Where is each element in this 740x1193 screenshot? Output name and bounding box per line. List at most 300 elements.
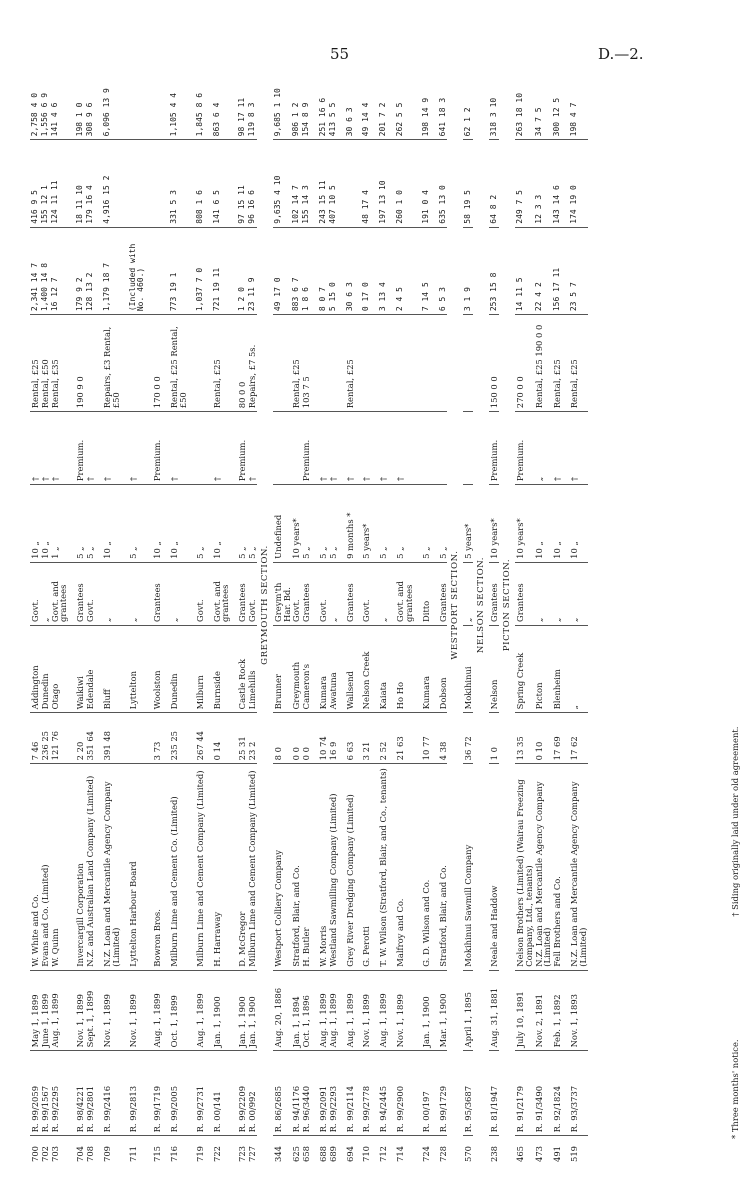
cell-payment-type (273, 412, 292, 485)
cell-payment-type: † (311, 412, 328, 485)
cell-rental: Rental, £25 (562, 315, 588, 412)
cell-total: 62 1 2 (463, 45, 473, 140)
cell-grantee: Milburn Lime and Cement Company (Limited) (247, 764, 257, 970)
cell-cost-2: 179 16 4 (85, 140, 95, 227)
cell-cost-2: 174 19 0 (562, 140, 588, 227)
rows-group-otago (30, 45, 257, 1165)
cell-cost-1: 773 19 1 (162, 227, 188, 314)
table-row (247, 45, 257, 1165)
cell-total: 198 14 9 (414, 45, 431, 140)
cell-area: 0 0 (291, 713, 301, 764)
cell-cost-2: 97 15 11 (230, 140, 247, 227)
cell-term: 10 „ (162, 485, 188, 563)
cell-file-ref: R. 00/141 (205, 1051, 231, 1136)
cell-payment-type: † (85, 412, 95, 485)
table-row (50, 45, 69, 1165)
cell-payment-type (414, 412, 431, 485)
cell-locality: Lyttelton (121, 625, 146, 712)
cell-entry-no: 344 (272, 1146, 283, 1162)
cell-cost-1: 179 9 2 (68, 227, 85, 314)
cell-area: 23 2 (247, 713, 257, 764)
cell-area: 6 63 (338, 713, 355, 764)
cell-held-by: Govt. and grantees (50, 562, 69, 625)
table-row (145, 45, 162, 1165)
cell-entry-no: 711 (127, 1146, 138, 1162)
cell-area: 17 62 (562, 713, 588, 764)
cell-grantee: Grey River Dredging Company (Limited) (338, 764, 355, 970)
cell-total: 318 3 10 (489, 45, 499, 140)
cell-area: 2 52 (371, 713, 388, 764)
cell-grantee: D. McGregor (230, 764, 247, 970)
cell-payment-type: † (562, 412, 588, 485)
cell-held-by: Govt. (311, 562, 328, 625)
table-row (371, 45, 388, 1165)
cell-held-by: „ (552, 562, 562, 625)
cell-file-ref: R. 91/3490 (534, 1051, 553, 1136)
cell-locality: Awatuna (328, 625, 338, 712)
cell-area: 121 76 (50, 713, 69, 764)
cell-held-by: Ditto (414, 562, 431, 625)
cell-cost-1: 2,341 14 7 (30, 227, 40, 314)
cell-held-by: Govt. (354, 562, 371, 625)
cell-held-by: Govt. (291, 562, 301, 625)
cell-term: 5 „ (388, 485, 414, 563)
cell-rental: Rental, £25 (30, 315, 40, 412)
cell-locality: Greymouth (291, 625, 301, 712)
cell-rental (371, 315, 388, 412)
cell-cost-1: 49 17 0 (273, 227, 292, 314)
section-heading-greymouth: GREYMOUTH SECTION. (259, 545, 270, 665)
cell-locality: Castle Rock (230, 625, 247, 712)
cell-held-by: Grantees (338, 562, 355, 625)
cell-term: Undefined (273, 485, 292, 563)
cell-rental (388, 315, 414, 412)
cell-cost-2: 407 10 5 (328, 140, 338, 227)
table-row (230, 45, 247, 1165)
cell-date: July 10, 1891 (515, 970, 534, 1051)
document-reference: D.—2. (598, 45, 644, 63)
cell-payment-type: † (95, 412, 121, 485)
cell-payment-type: † (552, 412, 562, 485)
cell-term: 9 months * (338, 485, 355, 563)
cell-total: 641 18 3 (431, 45, 448, 140)
cell-rental (311, 315, 328, 412)
cell-cost-1: 253 15 8 (489, 227, 499, 314)
table-row (328, 45, 338, 1165)
cell-entry-no: 708 (85, 1146, 96, 1162)
cell-term: 5 „ (230, 485, 247, 563)
cell-entry-no: 702 (39, 1146, 50, 1162)
cell-held-by: Grantees (68, 562, 85, 625)
cell-term: 5 „ (414, 485, 431, 563)
cell-term: 5 „ (68, 485, 85, 563)
cell-cost-1: (Included with No. 460.) (121, 227, 146, 314)
cell-locality: Waikiwi (68, 625, 85, 712)
cell-held-by: „ (562, 562, 588, 625)
cell-grantee: Nelson Brothers (Limited) (Wairau Freezing Company, Ltd., tenants) (515, 764, 534, 970)
cell-rental: 80 0 0 (230, 315, 247, 412)
cell-rental (414, 315, 431, 412)
cell-total: 986 1 2 (291, 45, 301, 140)
cell-cost-1: 22 4 2 (534, 227, 553, 314)
cell-area: 3 21 (354, 713, 371, 764)
cell-cost-2: 635 13 0 (431, 140, 448, 227)
cell-held-by: Grantees (515, 562, 534, 625)
table-row (40, 45, 50, 1165)
cell-payment-type: Premium. (230, 412, 247, 485)
cell-total: 262 5 5 (388, 45, 414, 140)
cell-payment-type: † (371, 412, 388, 485)
cell-rental: Repairs, £3 Rental, £50 (95, 315, 121, 412)
cell-entry-no: 658 (301, 1146, 312, 1162)
cell-term: 5 „ (311, 485, 328, 563)
cell-cost-1: 1 8 6 (301, 227, 311, 314)
cell-cost-2 (338, 140, 355, 227)
cell-total: 1,845 8 6 (188, 45, 205, 140)
cell-payment-type (291, 412, 301, 485)
cell-locality: Wallsend (338, 625, 355, 712)
cell-held-by: „ (40, 562, 50, 625)
cell-file-ref: R. 98/4221 (68, 1051, 85, 1136)
cell-grantee: Bowron Bros. (145, 764, 162, 970)
rows-group-greymouth (273, 45, 448, 1165)
cell-rental: 190 9 0 (68, 315, 85, 412)
cell-entry-no: 703 (49, 1146, 60, 1162)
cell-cost-1: 1 2 0 (230, 227, 247, 314)
cell-held-by: „ (534, 562, 553, 625)
cell-cost-2: 143 14 6 (552, 140, 562, 227)
cell-file-ref: R. 00/197 (414, 1051, 431, 1136)
cell-date: April 1, 1895 (463, 970, 473, 1051)
cell-cost-1: 14 11 5 (515, 227, 534, 314)
cell-total: 30 6 3 (338, 45, 355, 140)
cell-locality: Spring Creek (515, 625, 534, 712)
cell-date: Jan. 1, 1900 (205, 970, 231, 1051)
cell-area: 7 46 (30, 713, 40, 764)
table-row (534, 45, 553, 1165)
cell-total: 300 12 5 (552, 45, 562, 140)
cell-cost-2: 9,635 4 10 (273, 140, 292, 227)
cell-rental: 150 0 0 (489, 315, 499, 412)
cell-total: 201 7 2 (371, 45, 388, 140)
cell-date: Aug. 1, 1899 (145, 970, 162, 1051)
cell-rental (328, 315, 338, 412)
cell-held-by: „ (463, 562, 473, 625)
cell-rental (273, 315, 292, 412)
cell-cost-2: 141 6 5 (205, 140, 231, 227)
cell-area: 10 77 (414, 713, 431, 764)
cell-payment-type: Premium. (489, 412, 499, 485)
cell-grantee: Neale and Haddow (489, 764, 499, 970)
cell-term: 5 years* (354, 485, 371, 563)
cell-total: 308 9 6 (85, 45, 95, 140)
cell-payment-type: † (388, 412, 414, 485)
table-row (414, 45, 431, 1165)
cell-grantee: Milburn Lime and Cement Company (Limited) (188, 764, 205, 970)
cell-term: 10 „ (30, 485, 40, 563)
footnote-three-months: * Three months' notice. (730, 1039, 740, 1139)
cell-cost-1: 1,400 14 8 (40, 227, 50, 314)
cell-term: 10 years* (489, 485, 499, 563)
cell-term: 5 „ (121, 485, 146, 563)
cell-term: 5 „ (301, 485, 311, 563)
cell-grantee: N.Z. Loan and Mercantile Agency Company (Limited) (534, 764, 553, 970)
footnotes (730, 239, 740, 1139)
page-number: 55 (330, 45, 350, 63)
cell-held-by: Govt. (85, 562, 95, 625)
cell-held-by: „ (121, 562, 146, 625)
cell-locality: Picton (534, 625, 553, 712)
cell-grantee: W. White and Co. (30, 764, 40, 970)
cell-total: 1,105 4 4 (162, 45, 188, 140)
cell-rental: Rental, £25 190 0 0 (534, 315, 553, 412)
cell-rental: Rental, £35 (50, 315, 69, 412)
cell-term: 10 years* (291, 485, 301, 563)
cell-date: Aug. 20, 1886 (273, 970, 292, 1051)
cell-grantee: H. Harraway (205, 764, 231, 970)
cell-entry-no: 719 (194, 1146, 205, 1162)
cell-locality: Mokihinui (463, 625, 473, 712)
cell-entry-no: 710 (361, 1146, 372, 1162)
cell-file-ref: R. 99/2114 (338, 1051, 355, 1136)
cell-locality: Limehills (247, 625, 257, 712)
cell-area: 3 73 (145, 713, 162, 764)
cell-cost-2: 249 7 5 (515, 140, 534, 227)
cell-entry-no: 625 (291, 1146, 302, 1162)
rows-group-nelson (489, 45, 499, 1165)
cell-grantee: Westland Sawmilling Company (Limited) (328, 764, 338, 970)
cell-file-ref: R. 00/992 (247, 1051, 257, 1136)
cell-grantee: Westport Colliery Company (273, 764, 292, 970)
cell-locality: Brunner (273, 625, 292, 712)
sidings-table (30, 45, 588, 1165)
cell-rental (354, 315, 371, 412)
cell-grantee: G. D. Wilson and Co. (414, 764, 431, 970)
cell-total: 198 4 7 (562, 45, 588, 140)
cell-file-ref: R. 99/2293 (328, 1051, 338, 1136)
cell-cost-1: 128 13 2 (85, 227, 95, 314)
cell-area: 25 31 (230, 713, 247, 764)
cell-area: 10 74 (311, 713, 328, 764)
table-row (291, 45, 301, 1165)
cell-file-ref: R. 93/3737 (562, 1051, 588, 1136)
cell-held-by: Govt. and grantees (388, 562, 414, 625)
cell-term: 10 „ (145, 485, 162, 563)
cell-term: 5 „ (188, 485, 205, 563)
cell-rental (121, 315, 146, 412)
cell-date: Aug. 1, 1899 (188, 970, 205, 1051)
cell-area: 0 10 (534, 713, 553, 764)
table-row (205, 45, 231, 1165)
cell-term: 5 „ (247, 485, 257, 563)
cell-date: Nov. 2, 1891 (534, 970, 553, 1051)
cell-date: Jan. 1, 1894 (291, 970, 301, 1051)
rows-group-westport (463, 45, 473, 1165)
cell-area: 4 38 (431, 713, 448, 764)
cell-grantee: N.Z. Loan and Mercantile Agency Company (Limited) (95, 764, 121, 970)
cell-entry-no: 473 (533, 1146, 544, 1162)
cell-locality: Woolston (145, 625, 162, 712)
cell-locality: Bluff (95, 625, 121, 712)
cell-date: Jan. 1, 1900 (247, 970, 257, 1051)
cell-rental (188, 315, 205, 412)
cell-held-by: Govt. (247, 562, 257, 625)
cell-term: 5 „ (431, 485, 448, 563)
cell-cost-2: 124 11 11 (50, 140, 69, 227)
cell-file-ref: R. 99/2091 (311, 1051, 328, 1136)
cell-payment-type: † (40, 412, 50, 485)
cell-locality: Dunedin (162, 625, 188, 712)
cell-file-ref: R. 92/1824 (552, 1051, 562, 1136)
cell-entry-no: 714 (395, 1146, 406, 1162)
cell-file-ref: R. 94/2445 (371, 1051, 388, 1136)
cell-grantee: G. Perotti (354, 764, 371, 970)
cell-term: 5 „ (328, 485, 338, 563)
cell-area: 391 48 (95, 713, 121, 764)
cell-total: 154 8 9 (301, 45, 311, 140)
table-row (431, 45, 448, 1165)
cell-cost-1: 23 11 9 (247, 227, 257, 314)
cell-held-by: Grantees (489, 562, 499, 625)
cell-total: 6,096 13 9 (95, 45, 121, 140)
cell-held-by: „ (371, 562, 388, 625)
cell-term: 1 „ (50, 485, 69, 563)
cell-entry-no: 723 (237, 1146, 248, 1162)
table-row (301, 45, 311, 1165)
cell-cost-1: 30 6 3 (338, 227, 355, 314)
cell-locality: Kaiata (371, 625, 388, 712)
cell-held-by: Govt. (30, 562, 40, 625)
cell-cost-2: 64 8 2 (489, 140, 499, 227)
cell-cost-2: 12 3 3 (534, 140, 553, 227)
cell-file-ref: R. 99/2416 (95, 1051, 121, 1136)
cell-cost-1: 156 17 11 (552, 227, 562, 314)
cell-rental: Repairs, £7 5s. (247, 315, 257, 412)
table-row (311, 45, 328, 1165)
cell-file-ref: R. 99/2801 (85, 1051, 95, 1136)
cell-date: Jan. 1, 1900 (414, 970, 431, 1051)
cell-rental (431, 315, 448, 412)
cell-locality: Nelson (489, 625, 499, 712)
cell-total: 863 6 4 (205, 45, 231, 140)
cell-locality: Milburn (188, 625, 205, 712)
cell-grantee: Invercargill Corporation (68, 764, 85, 970)
cell-date: Mar. 1, 1900 (431, 970, 448, 1051)
cell-grantee: Milburn Lime and Cement Co. (Limited) (162, 764, 188, 970)
cell-entry-no: 709 (101, 1146, 112, 1162)
cell-rental: Rental, £50 (40, 315, 50, 412)
cell-payment-type: † (247, 412, 257, 485)
cell-area: 351 64 (85, 713, 95, 764)
cell-rental: 103 7 5 (301, 315, 311, 412)
cell-held-by: Grantees (301, 562, 311, 625)
cell-area: 0 0 (301, 713, 311, 764)
cell-file-ref: R. 99/2813 (121, 1051, 146, 1136)
cell-file-ref: R. 91/2179 (515, 1051, 534, 1136)
cell-cost-2: 808 1 6 (188, 140, 205, 227)
cell-area: 36 72 (463, 713, 473, 764)
cell-payment-type: † (162, 412, 188, 485)
cell-area: 16 9 (328, 713, 338, 764)
cell-rental: 170 0 0 (145, 315, 162, 412)
cell-cost-1: 1,037 7 0 (188, 227, 205, 314)
cell-total: 98 17 11 (230, 45, 247, 140)
cell-total: 9,685 1 10 (273, 45, 292, 140)
cell-file-ref: R. 99/2295 (50, 1051, 69, 1136)
cell-payment-type: † (30, 412, 40, 485)
cell-locality: Blenheim (552, 625, 562, 712)
cell-cost-2: 260 1 0 (388, 140, 414, 227)
cell-date: Nov. 1, 1899 (388, 970, 414, 1051)
table-row (515, 45, 534, 1165)
section-heading-westport: WESTPORT SECTION. (450, 550, 461, 660)
cell-file-ref: R. 99/2005 (162, 1051, 188, 1136)
cell-file-ref: R. 99/2059 (30, 1051, 40, 1136)
cell-entry-no: 704 (75, 1146, 86, 1162)
cell-cost-1: 8 0 7 (311, 227, 328, 314)
cell-grantee: Lyttelton Harbour Board (121, 764, 146, 970)
footnote-siding: † Siding originally laid under old agreement. (730, 726, 740, 917)
cell-file-ref: R. 81/1947 (489, 1051, 499, 1136)
cell-entry-no: 688 (318, 1146, 329, 1162)
cell-locality: Dunedin (40, 625, 50, 712)
cell-locality: Cameron's (301, 625, 311, 712)
cell-term: 10 „ (552, 485, 562, 563)
cell-rental: Rental, £25 Rental, £50 (162, 315, 188, 412)
cell-payment-type (431, 412, 448, 485)
cell-total: 413 5 5 (328, 45, 338, 140)
cell-cost-1: 5 15 0 (328, 227, 338, 314)
table-row (463, 45, 473, 1165)
cell-total: 263 18 10 (515, 45, 534, 140)
cell-cost-1: 2 4 5 (388, 227, 414, 314)
cell-total: 49 14 4 (354, 45, 371, 140)
cell-term: 10 years* (515, 485, 534, 563)
cell-cost-1: 7 14 5 (414, 227, 431, 314)
table-row (85, 45, 95, 1165)
cell-rental: Rental, £25 (552, 315, 562, 412)
cell-cost-2: 4,916 15 2 (95, 140, 121, 227)
cell-payment-type: † (121, 412, 146, 485)
cell-entry-no: 570 (463, 1146, 474, 1162)
cell-payment-type: † (205, 412, 231, 485)
cell-file-ref: R. 99/1729 (431, 1051, 448, 1136)
cell-grantee: N.Z. and Australian Land Company (Limited) (85, 764, 95, 970)
cell-grantee: Mokihinui Sawmill Company (463, 764, 473, 970)
table-row (562, 45, 588, 1165)
cell-held-by: Grantees (230, 562, 247, 625)
cell-area: 8 0 (273, 713, 292, 764)
cell-entry-no: 716 (169, 1146, 180, 1162)
table-row (95, 45, 121, 1165)
cell-grantee: T. W. Wilson (Stratford, Blair, and Co., tenants) (371, 764, 388, 970)
rows-group-picton (515, 45, 588, 1165)
cell-entry-no: 519 (569, 1146, 580, 1162)
cell-file-ref: R. 95/3687 (463, 1051, 473, 1136)
cell-date: May 1, 1899 (30, 970, 40, 1051)
cell-cost-2: 243 15 11 (311, 140, 328, 227)
cell-rental: Rental, £25 (291, 315, 301, 412)
cell-held-by: Govt. and grantees (205, 562, 231, 625)
cell-cost-2: 58 19 5 (463, 140, 473, 227)
cell-cost-1: 6 5 3 (431, 227, 448, 314)
cell-total: 2,758 4 0 (30, 45, 40, 140)
cell-grantee: Stratford, Blair, and Co. (431, 764, 448, 970)
cell-cost-1: 3 13 4 (371, 227, 388, 314)
cell-date: Aug. 1, 1899 (50, 970, 69, 1051)
cell-total: 251 16 6 (311, 45, 328, 140)
cell-file-ref: R. 99/1719 (145, 1051, 162, 1136)
